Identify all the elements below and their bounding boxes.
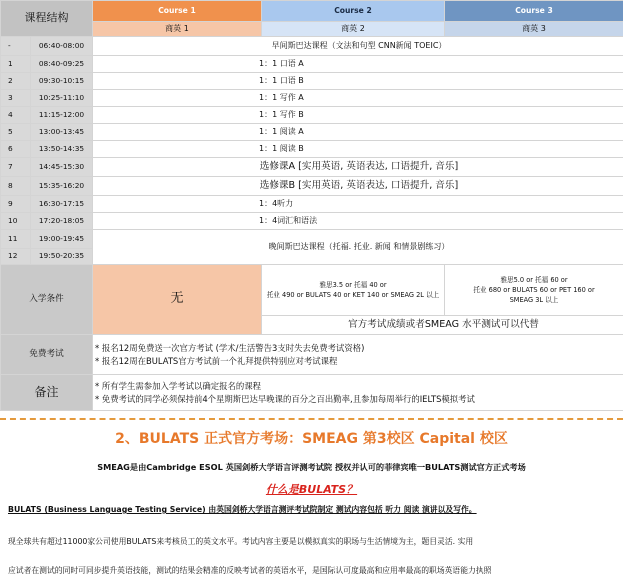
- remarks-details: [93, 375, 623, 411]
- course2-requirement: [262, 265, 445, 316]
- course1-requirement: 无: [93, 265, 262, 335]
- row-content: [93, 158, 623, 177]
- row-content: [93, 90, 623, 107]
- free-exam-line: * 报名12周免费送一次官方考试 (学术/生活警告3支时失去免费考试资格): [95, 343, 365, 354]
- row-content-text: 1：1 写作 B: [259, 110, 304, 120]
- row-time: 14:45-15:30: [31, 158, 93, 177]
- row-content: [93, 107, 623, 124]
- row-number: 10: [1, 213, 31, 230]
- row-content-text: 1：1 阅读 A: [259, 127, 304, 137]
- row-number: 6: [1, 141, 31, 158]
- course3-requirement-line: SMEAG 3L 以上: [509, 296, 559, 305]
- requirement-note: [262, 316, 623, 335]
- remarks-label: 备注: [1, 375, 93, 411]
- row-content-text: 选修课A [实用英语, 英语表达, 口语提升, 音乐]: [259, 161, 459, 173]
- row-content-text: 1：4词汇和语法: [259, 216, 318, 226]
- row-content: [93, 196, 623, 213]
- bulats-description-line: 应试者在测试的同时可同步提升英语技能，测试的结果会精准的反映考试者的英语水平，是国际认可度最高和应用率最高的职场英语能力执照: [8, 566, 492, 575]
- row-number: -: [1, 37, 31, 56]
- row-time: 11:15-12:00: [31, 107, 93, 124]
- row-number: 5: [1, 124, 31, 141]
- row-number: 7: [1, 158, 31, 177]
- requirement-note-text: 官方考试成绩或者SMEAG 水平测试可以代替: [348, 319, 539, 331]
- free-exam-details: [93, 335, 623, 375]
- row-content: [93, 213, 623, 230]
- row-number: 1: [1, 56, 31, 73]
- row-content: [93, 230, 623, 265]
- intro-line: SMEAG是由Cambridge ESOL 英国剑桥大学语言评测考试院 授权并认可的菲律宾唯一BULATS测试官方正式考场: [97, 462, 526, 472]
- row-number: 8: [1, 177, 31, 196]
- course1-header: Course 1: [93, 1, 262, 22]
- course3-requirement-line: 托业 680 or BULATS 60 or PET 160 or: [473, 285, 595, 294]
- row-content-text: 早间斯巴达课程（文法和句型 CNN新闻 TOEIC）: [271, 41, 447, 51]
- course3-header: Course 3: [445, 1, 623, 22]
- course3-requirement: [445, 265, 623, 316]
- section-title: 2、BULATS 正式官方考场：SMEAG 第3校区 Capital 校区: [115, 431, 508, 447]
- remarks-line: * 所有学生需参加入学考试以确定报名的课程: [95, 381, 261, 392]
- course2-requirement-line: 托业 490 or BULATS 40 or KET 140 or SMEAG 2L 以上: [266, 291, 440, 299]
- course3-subheader: 商英 3: [445, 22, 623, 37]
- row-content: [93, 177, 623, 196]
- course3-requirement-line: 雅思5.0 or 托福 60 or: [500, 275, 568, 284]
- row-content-text: 晚间斯巴达课程（托福. 托业. 新闻 和情景剧练习）: [268, 242, 450, 252]
- row-time: 17:20-18:05: [31, 213, 93, 230]
- row-content-text: 选修课B [实用英语, 英语表达, 口语提升, 音乐]: [259, 180, 459, 192]
- row-content-text: 1：4听力: [259, 199, 294, 209]
- course2-requirement-line: 雅思3.5 or 托福 40 or: [319, 280, 387, 289]
- free-exam-label: 免费考试: [1, 335, 93, 375]
- row-number: 9: [1, 196, 31, 213]
- row-time: 19:50-20:35: [31, 249, 93, 265]
- row-time: 13:50-14:35: [31, 141, 93, 158]
- row-time: 08:40-09:25: [31, 56, 93, 73]
- bulats-description-line: 现全球共有超过11000家公司使用BULATS来考核员工的英文水平。考试内容主要是以模拟真实的职场与生活情境为主，题目灵活. 实用: [8, 537, 474, 546]
- what-is-bulats-heading: 什么是BULATS？: [265, 483, 358, 496]
- row-content-text: 1：1 口语 B: [259, 76, 304, 86]
- row-number: 11: [1, 230, 31, 249]
- row-time: 06:40-08:00: [31, 37, 93, 56]
- entry-requirements-label: 入学条件: [1, 265, 93, 335]
- row-content-text: 1：1 阅读 B: [259, 144, 304, 154]
- row-time: 13:00-13:45: [31, 124, 93, 141]
- row-content: [93, 141, 623, 158]
- row-number: 3: [1, 90, 31, 107]
- row-time: 09:30-10:15: [31, 73, 93, 90]
- row-time: 16:30-17:15: [31, 196, 93, 213]
- section-divider: [0, 418, 623, 420]
- course1-subheader: 商英 1: [93, 22, 262, 37]
- course2-header: Course 2: [262, 1, 445, 22]
- row-time: 15:35-16:20: [31, 177, 93, 196]
- row-time: 10:25-11:10: [31, 90, 93, 107]
- free-exam-line: * 报名12周在BULATS官方考试前一个礼拜提供特别应对考试课程: [95, 355, 338, 366]
- bulats-definition: BULATS (Business Language Testing Service) 由英国剑桥大学语言测评考试院制定 测试内容包括 听力 阅读 演讲以及写作。: [8, 505, 477, 514]
- table-title: 课程结构: [1, 1, 93, 37]
- row-content: [93, 56, 623, 73]
- row-content: [93, 73, 623, 90]
- row-content: [93, 37, 623, 56]
- course2-subheader: 商英 2: [262, 22, 445, 37]
- row-content: [93, 124, 623, 141]
- row-number: 12: [1, 249, 31, 265]
- row-content-text: 1：1 写作 A: [259, 93, 304, 103]
- row-time: 19:00-19:45: [31, 230, 93, 249]
- row-number: 4: [1, 107, 31, 124]
- row-content-text: 1：1 口语 A: [259, 59, 304, 69]
- row-number: 2: [1, 73, 31, 90]
- remarks-line: * 免费考试的同学必须保持前4个星期斯巴达早晚课的百分之百出勤率,且参加每周举行的IELTS模拟考试: [95, 393, 475, 404]
